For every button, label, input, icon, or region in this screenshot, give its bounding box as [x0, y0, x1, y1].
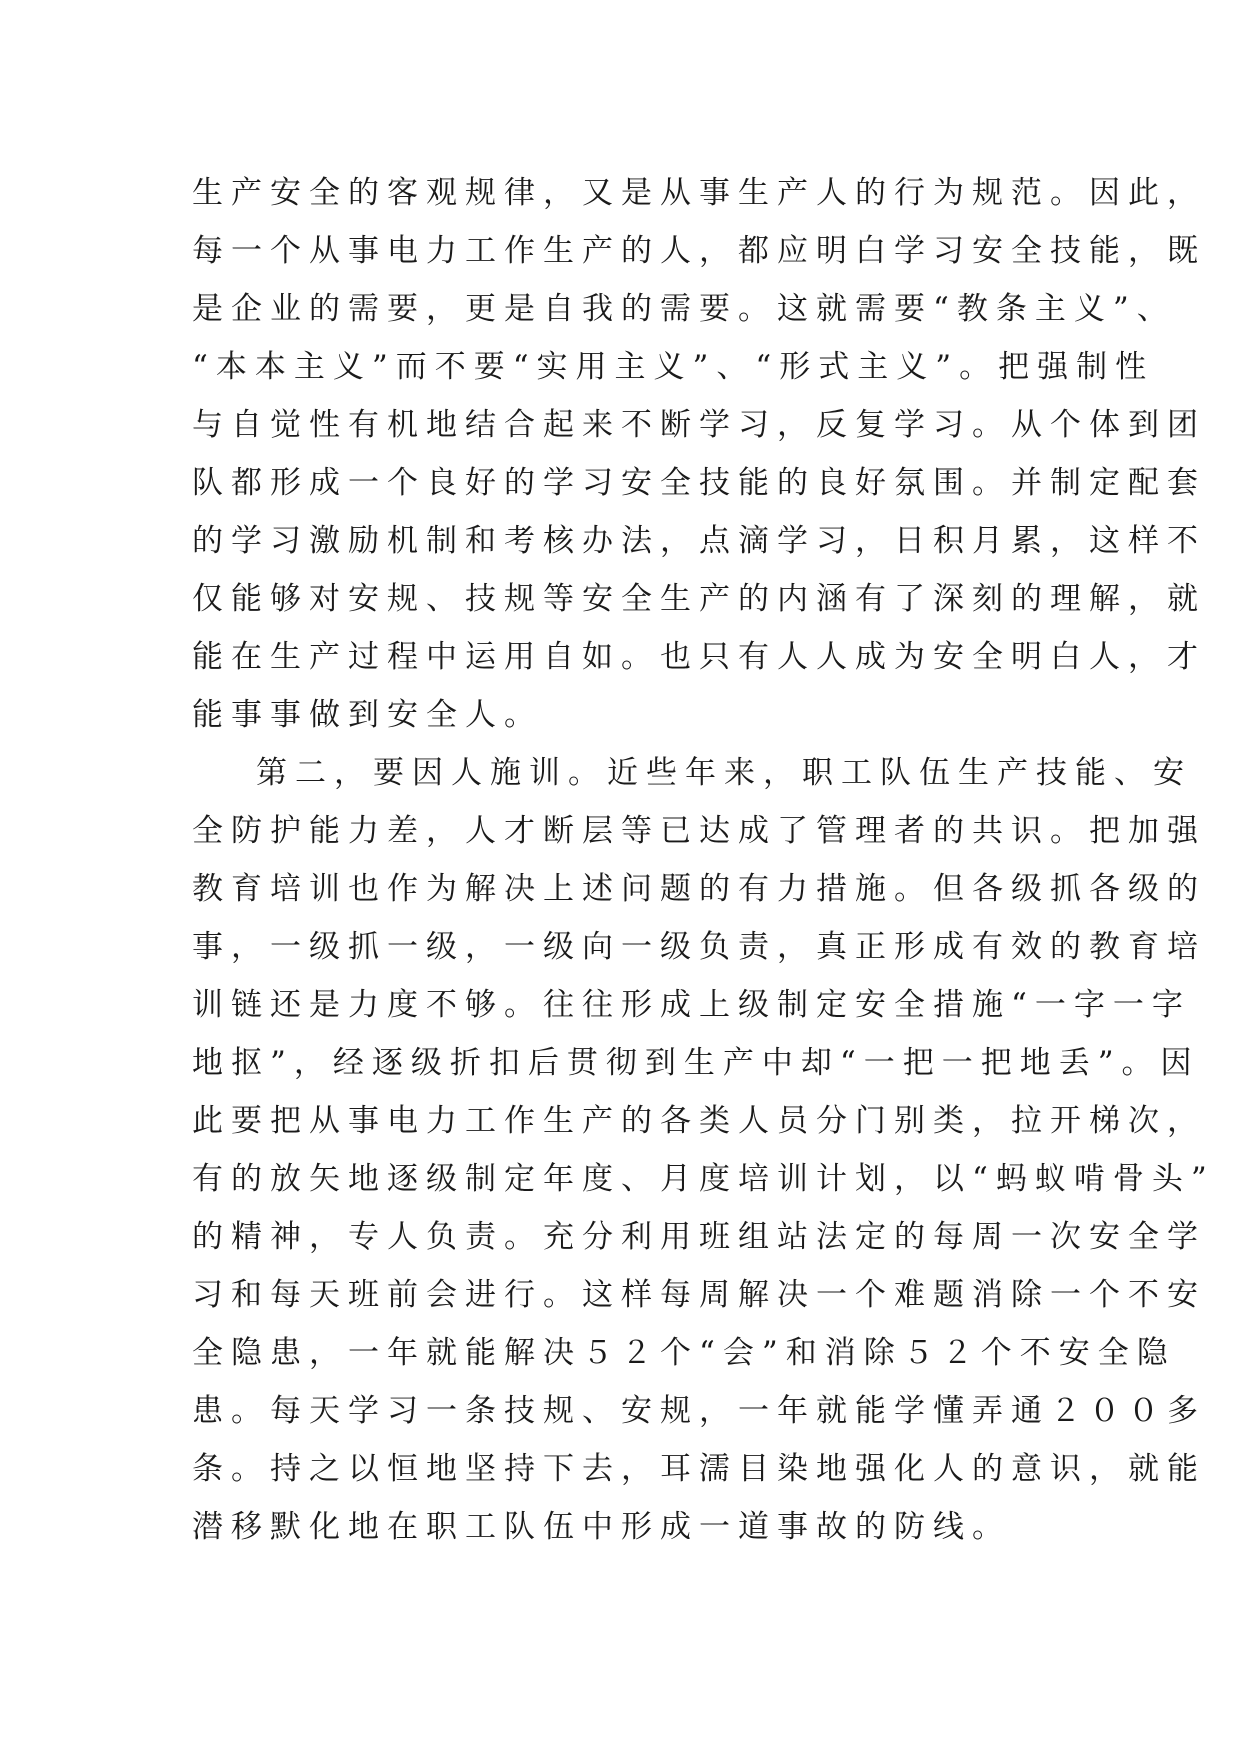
text-line: 第二，要因人施训。近些年来，职工队伍生产技能、安 [256, 755, 1192, 791]
text-line: 能在生产过程中运用自如。也只有人人成为安全明白人，才 [192, 639, 1206, 675]
text-line: 地抠”，经逐级折扣后贯彻到生产中却“一把一把地丢”。因 [192, 1045, 1200, 1081]
body-text [192, 164, 1215, 1556]
text-line: 与自觉性有机地结合起来不断学习，反复学习。从个体到团 [192, 407, 1206, 443]
text-line: 潜移默化地在职工队伍中形成一道事故的防线。 [192, 1509, 1011, 1545]
text-line: 队都形成一个良好的学习安全技能的良好氛围。并制定配套 [192, 465, 1206, 501]
text-line: 全隐患，一年就能解决５２个“会”和消除５２个不安全隐 [192, 1335, 1176, 1371]
text-line: 的学习激励机制和考核办法，点滴学习，日积月累，这样不 [192, 523, 1206, 559]
text-line: 此要把从事电力工作生产的各类人员分门别类，拉开梯次， [192, 1103, 1206, 1139]
text-line: 的精神，专人负责。充分利用班组站法定的每周一次安全学 [192, 1219, 1206, 1255]
text-line: 仅能够对安规、技规等安全生产的内涵有了深刻的理解，就 [192, 581, 1206, 617]
text-line: 有的放矢地逐级制定年度、月度培训计划，以“蚂蚁啃骨头” [192, 1161, 1215, 1197]
text-line: “本本主义”而不要“实用主义”、“形式主义”。把强制性 [192, 349, 1155, 385]
text-line: 条。持之以恒地坚持下去，耳濡目染地强化人的意识，就能 [192, 1451, 1206, 1487]
text-line: 患。每天学习一条技规、安规，一年就能学懂弄通２００多 [192, 1393, 1206, 1429]
text-line: 是企业的需要，更是自我的需要。这就需要“教条主义”、 [192, 291, 1176, 327]
text-line: 训链还是力度不够。往往形成上级制定安全措施“一字一字 [192, 987, 1191, 1023]
text-line: 能事事做到安全人。 [192, 697, 543, 733]
text-line: 生产安全的客观规律，又是从事生产人的行为规范。因此， [192, 175, 1206, 211]
text-line: 习和每天班前会进行。这样每周解决一个难题消除一个不安 [192, 1277, 1206, 1313]
text-line: 教育培训也作为解决上述问题的有力措施。但各级抓各级的 [192, 871, 1206, 907]
paragraph-1 [192, 164, 1206, 744]
paragraph-2 [192, 744, 1215, 1556]
text-line: 事，一级抓一级，一级向一级负责，真正形成有效的教育培 [192, 929, 1206, 965]
text-line: 全防护能力差，人才断层等已达成了管理者的共识。把加强 [192, 813, 1206, 849]
text-line: 每一个从事电力工作生产的人，都应明白学习安全技能，既 [192, 233, 1206, 269]
